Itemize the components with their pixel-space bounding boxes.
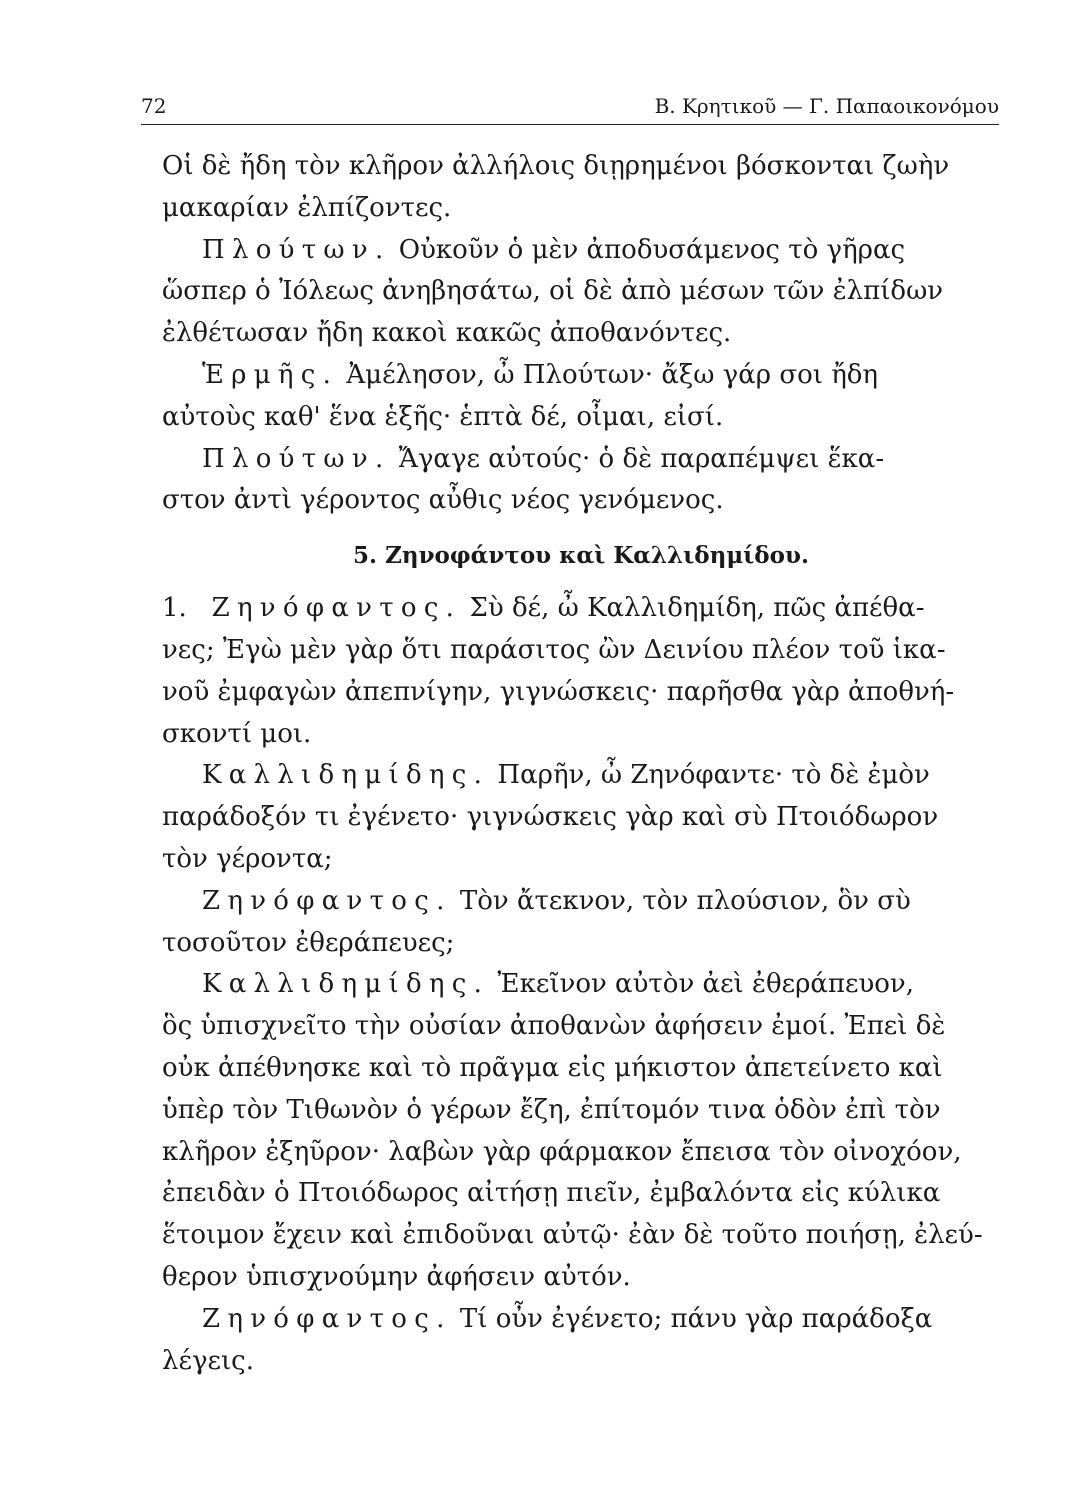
text-line: κλῆρον ἐξηῦρον· λαβὼν γὰρ φάρμακον ἔπεισα τὸν οἰνοχόον, [162,1136,962,1167]
dialogue-text: Παρῆν, ὦ Ζηνόφαντε· τὸ δὲ ἐμὸν [489,760,930,791]
text-line: νοῦ ἐμφαγὼν ἀπεπνίγην, γιγνώσκεις· παρῆσθα γὰρ ἀποθνή- [162,676,955,707]
dialogue-line [162,230,1000,272]
text-line: τοσοῦτον ἐθεράπευες; [162,927,455,958]
speaker-name: Καλλιδημίδης. [202,760,490,791]
text-line: λέγεις. [162,1345,254,1376]
text-line: ὥσπερ ὁ Ἰόλεως ἀνηβησάτω, οἱ δὲ ἀπὸ μέσων τῶν ἐλπίδων [162,276,944,307]
text-line: τὸν γέροντα; [162,843,333,874]
text-line: ὃς ὑπισχνεῖτο τὴν οὐσίαν ἀποθανὼν ἀφήσειν ἐμοί. Ἐπεὶ δὲ [162,1011,946,1042]
text-line: παράδοξόν τι ἐγένετο· γιγνώσκεις γὰρ καὶ σὺ Πτοιόδωρον [162,802,939,833]
speaker-name: Ζηνόφαντος. [211,593,462,624]
dialogue-text: Τί οὖν ἐγένετο; πάνυ γὰρ παράδοξα [451,1303,933,1334]
text-line: ἐλθέτωσαν ἤδη κακοὶ κακῶς ἀποθανόντες. [162,318,732,349]
dialogue-line [162,881,1000,923]
dialogue-line [162,755,1000,797]
text-line: στον ἀντὶ γέροντος αὖθις νέος γενόμενος. [162,485,724,516]
paragraph-number: 1. [162,593,187,624]
section-title: 5. Ζηνοφάντου καὶ Καλλιδημίδου. [353,542,809,570]
text-line: θερον ὑπισχνούμην ἀφήσειν αὐτόν. [162,1261,631,1292]
text-line: σκοντί μοι. [162,718,312,749]
text-line: μακαρίαν ἐλπίζοντες. [162,192,452,223]
speaker-name: Ζηνόφαντος. [202,1303,452,1334]
speaker-name: Πλούτων. [202,234,391,265]
text-line: ἕτοιμον ἔχειν καὶ ἐπιδοῦναι αὐτῷ· ἐὰν δὲ τοῦτο ποιήσῃ, ἐλεύ- [162,1220,983,1251]
text-line: ὑπὲρ τὸν Τιθωνὸν ὁ γέρων ἔζη, ἐπίτομόν τινα ὁδὸν ἐπὶ τὸν [162,1094,941,1125]
dialogue-text: Οὐκοῦν ὁ μὲν ἀποδυσάμενος τὸ γῆρας [390,234,906,265]
text-line: νες; Ἐγὼ μὲν γὰρ ὅτι παράσιτος ὢν Δεινίου πλέον τοῦ ἱκα- [162,634,946,665]
page-number: 72 [141,94,167,118]
text-line: Οἱ δὲ ἤδη τὸν κλῆρον ἀλλήλοις διῃρημένοι βόσκονται ζωὴν [162,151,950,181]
text-line: αὐτοὺς καθ' ἕνα ἑξῆς· ἑπτὰ δέ, οἶμαι, εἰσί. [162,401,724,432]
dialogue-text: Τὸν ἄτεκνον, τὸν πλούσιον, ὃν σὺ [451,885,911,916]
dialogue-text: Ἄγαγε αὐτούς· ὁ δὲ παραπέμψει ἕκα- [390,443,885,474]
speaker-name: Ζηνόφαντος. [202,885,452,916]
dialogue-text: Ἐκεῖνον αὐτὸν ἀεὶ ἐθεράπευον, [489,969,915,1000]
dialogue-line [162,355,1000,397]
text-line: ἐπειδὰν ὁ Πτοιόδωρος αἰτήσῃ πιεῖν, ἐμβαλόντα εἰς κύλικα [162,1178,941,1209]
text-line: οὐκ ἀπέθνησκε καὶ τὸ πρᾶγμα εἰς μήκιστον ἀπετείνετο καὶ [162,1052,943,1083]
running-title: Β. Κρητικοῦ — Γ. Παπαοικονόμου [654,94,999,118]
dialogue-line [162,1299,1000,1341]
page-header [141,88,999,125]
speaker-name: Καλλιδημίδης. [202,969,490,1000]
page-body [162,146,1000,1382]
dialogue-line [162,439,1000,481]
dialogue-text: Σὺ δέ, ὦ Καλλιδημίδη, πῶς ἀπέθα- [461,593,925,624]
dialogue-line [162,964,1000,1006]
speaker-name: Πλούτων. [202,443,391,474]
dialogue-text: Ἀμέλησον, ὦ Πλούτων· ἄξω γάρ σοι ἤδη [338,359,878,390]
speaker-name: Ἑρμῆς. [202,359,339,390]
dialogue-line [162,588,1000,630]
